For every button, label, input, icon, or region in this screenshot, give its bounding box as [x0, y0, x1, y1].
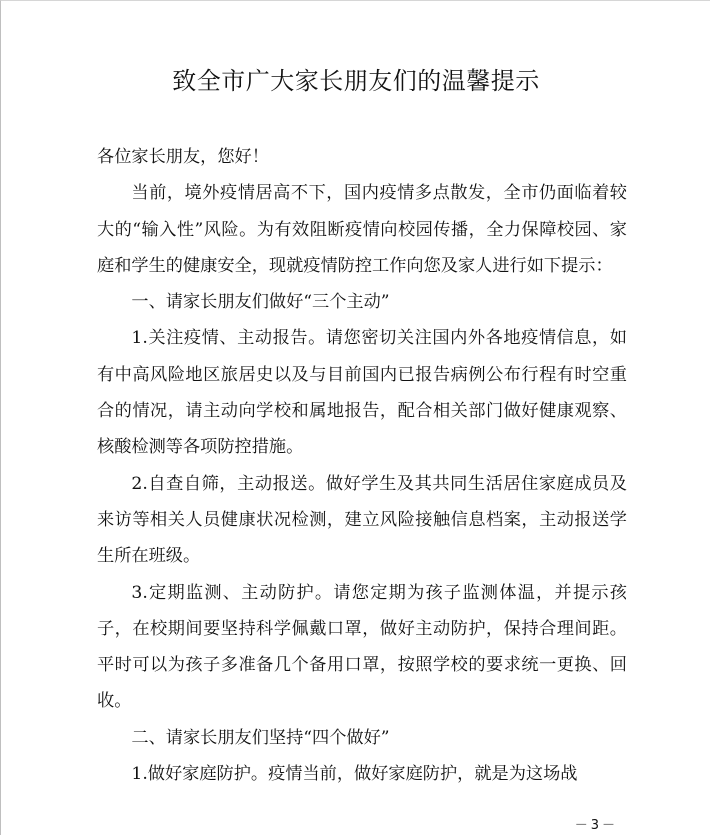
- document-title: 致全市广大家长朋友们的温馨提示: [172, 67, 540, 95]
- section-heading-1: 一、请家长朋友们做好“三个主动”: [131, 292, 390, 313]
- section-heading-2: 二、请家长朋友们坚持“四个做好”: [131, 727, 390, 748]
- intro-paragraph: 当前，境外疫情居高不下，国内疫情多点散发，全市仍面临着较大的“输入性”风险。为有效阻断疫情向校园传播，全力保障校园、家庭和学生的健康安全，现就疫情防控工作向您及家人进行如下提示：: [97, 183, 627, 276]
- document-body: [97, 139, 627, 792]
- paragraph-item-1-1: 1.关注疫情、主动报告。请您密切关注国内外各地疫情信息，如有中高风险地区旅居史以及与目前国内已报告病例公布行程有时空重合的情况，请主动向学校和属地报告，配合相关部门做好健康观察、核酸检测等各项防控措施。: [97, 328, 627, 458]
- greeting: 各位家长朋友，您好！: [97, 147, 269, 167]
- page-number: －3－: [574, 818, 618, 833]
- paragraph-item-1-3: 3.定期监测、主动防护。请您定期为孩子监测体温，并提示孩子，在校期间要坚持科学佩戴口罩，做好主动防护，保持合理间距。平时可以为孩子多准备几个备用口罩，按照学校的要求统一更换、回收。: [97, 582, 627, 712]
- paragraph-item-2-1: 1.做好家庭防护。疫情当前，做好家庭防护，就是为这场战: [131, 764, 578, 785]
- paragraph-item-1-2: 2.自查自筛，主动报送。做好学生及其共同生活居住家庭成员及来访等相关人员健康状况检测，建立风险接触信息档案，主动报送学生所在班级。: [97, 473, 627, 567]
